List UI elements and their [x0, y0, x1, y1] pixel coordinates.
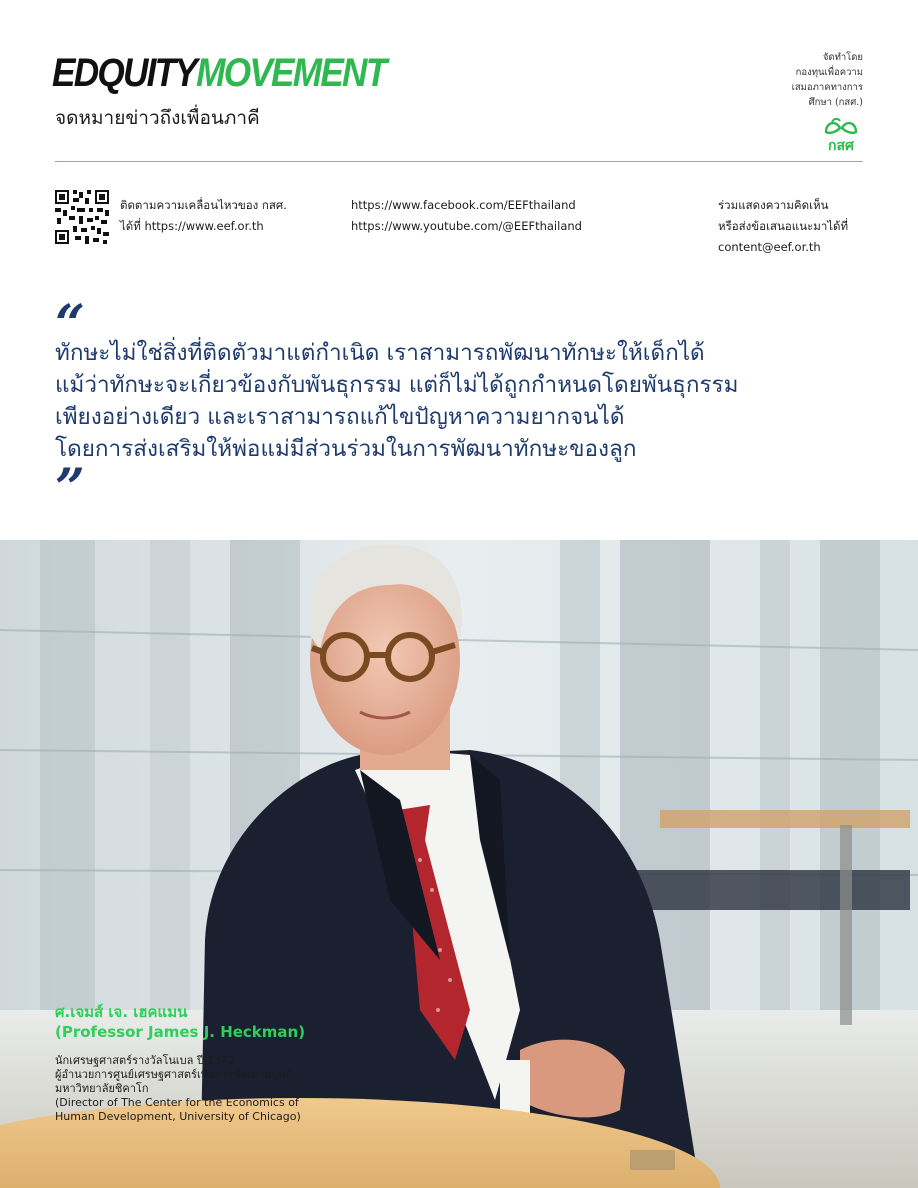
feedback-text: ร่วมแสดงความคิดเห็น — [718, 198, 829, 212]
eef-logo — [819, 116, 863, 154]
person-title: มหาวิทยาลัยชิคาโก — [55, 1082, 149, 1095]
pull-quote — [55, 294, 875, 519]
qr-code-icon — [55, 190, 109, 244]
close-quote-mark: ” — [55, 458, 85, 519]
quote-line: ทักษะไม่ใช่สิ่งที่ติดตัวมาแต่กำเนิด เราสามารถพัฒนาทักษะให้เด็กได้ — [55, 340, 705, 366]
publisher-block — [743, 50, 863, 110]
header-divider — [55, 161, 863, 162]
person-title: ผู้อำนวยการศูนย์เศรษฐศาสตร์เพื่อการพัฒนามนุษย์ — [55, 1068, 293, 1081]
facebook-link[interactable]: https://www.facebook.com/EEFthailand — [351, 198, 576, 212]
masthead — [0, 0, 918, 170]
open-quote-mark: “ — [55, 294, 85, 355]
person-name-english: (Professor James J. Heckman) — [55, 1023, 306, 1041]
publisher-line: กองทุนเพื่อความ — [795, 67, 863, 78]
publisher-line: เสมอภาคทางการ — [791, 82, 863, 93]
email-link[interactable]: content@eef.or.th — [718, 240, 821, 254]
feedback-text: หรือส่งข้อเสนอแนะมาได้ที่ — [718, 219, 849, 233]
logo-part-edquity: EDQUITY — [52, 51, 197, 95]
person-title: นักเศรษฐศาสตร์รางวัลโนเบล ปี 2542 — [55, 1054, 236, 1067]
newsletter-logo — [52, 50, 385, 96]
feedback-block — [718, 195, 848, 258]
person-title: (Director of The Center for the Economics of — [55, 1096, 299, 1109]
publisher-line: ศึกษา (กสศ.) — [808, 97, 863, 108]
follow-us-block — [120, 195, 287, 237]
quote-line: เพียงอย่างเดียว และเราสามารถแก้ไขปัญหาความยากจนได้ — [55, 404, 625, 430]
quote-line: โดยการส่งเสริมให้พ่อแม่มีส่วนร่วมในการพัฒนาทักษะของลูก — [55, 436, 637, 462]
newsletter-subtitle: จดหมายข่าวถึงเพื่อนภาคี — [55, 107, 260, 129]
eef-short-name: กสศ — [828, 138, 854, 154]
eef-leaf-icon — [822, 116, 860, 138]
quote-line: แม้ว่าทักษะจะเกี่ยวข้องกับพันธุกรรม แต่ก็ไม่ได้ถูกกำหนดโดยพันธุกรรม — [55, 372, 739, 398]
photo-caption — [55, 1002, 435, 1124]
social-links-block — [351, 195, 582, 237]
follow-us-text: ติดตามความเคลื่อนไหวของ กสศ. — [120, 198, 287, 212]
website-link[interactable]: ได้ที่ https://www.eef.or.th — [120, 219, 264, 233]
youtube-link[interactable]: https://www.youtube.com/@EEFthailand — [351, 219, 582, 233]
publisher-line: จัดทำโดย — [822, 52, 863, 63]
person-title: Human Development, University of Chicago) — [55, 1110, 301, 1123]
logo-part-movement: MOVEMENT — [196, 51, 386, 95]
contact-bar — [0, 190, 918, 254]
person-name-thai: ศ.เจมส์ เจ. เฮคแมน — [55, 1003, 188, 1021]
